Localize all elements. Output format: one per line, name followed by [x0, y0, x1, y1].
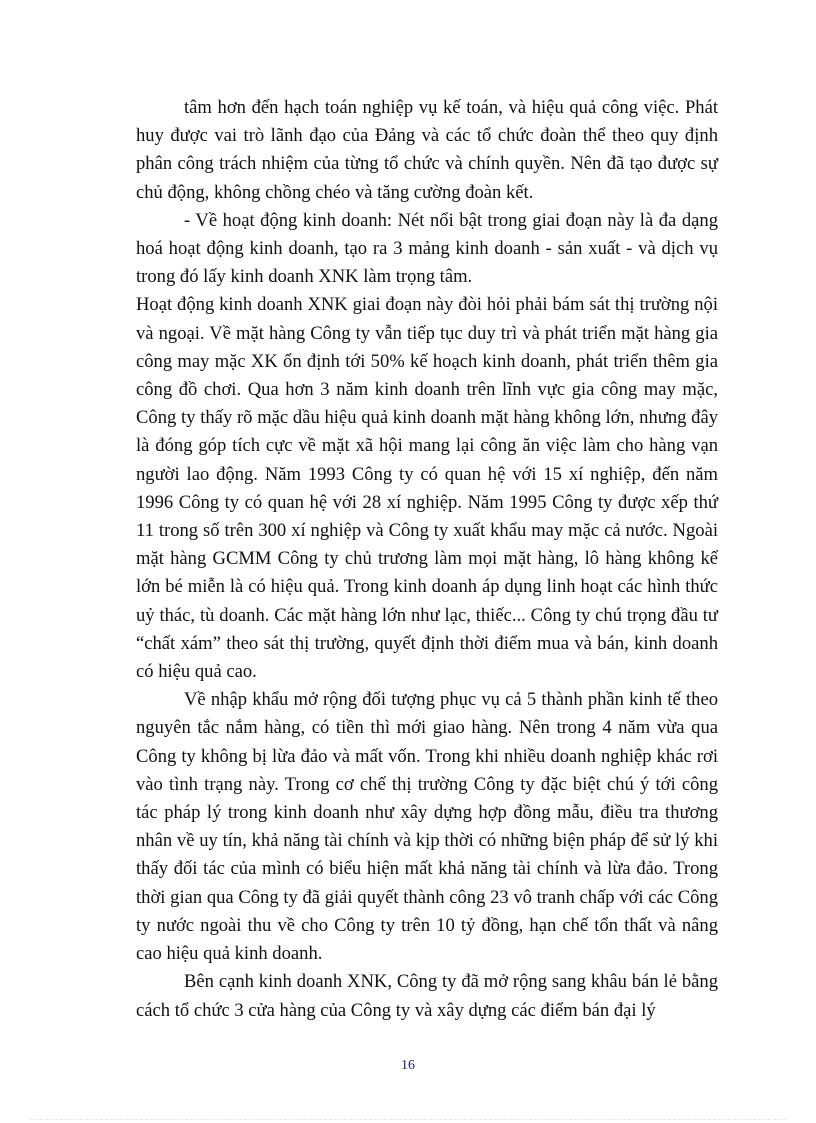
paragraph-imports: Về nhập khẩu mở rộng đối tượng phục vụ cả 5 thành phần kinh tế theo nguyên tắc nắm hàng, có tiền thì mới giao hàng. Nên trong 4 năm vừa qua Công ty không bị lừa đảo và mất vốn. Trong khi nhiều doanh nghiệp khác rơi vào tình trạng này. Trong cơ chế thị trường Công ty đặc biệt chú ý tới công tác pháp lý trong kinh doanh như xây dựng hợp đồng mẫu, điều tra thương nhân về uy tín, khả năng tài chính và kịp thời có những biện pháp để sử lý khi thấy đối tác của mình có biểu hiện mất khả năng tài chính và lừa đảo. Trong thời gian qua Công ty đã giải quyết thành công 23 vô tranh chấp với các Công ty nước ngoài thu về cho Công ty trên 10 tỷ đồng, hạn chế tổn thất và nâng cao hiệu quả kinh doanh. — [136, 689, 718, 965]
paragraph-xnk-operations: Hoạt động kinh doanh XNK giai đoạn này đòi hỏi phải bám sát thị trường nội và ngoại. Về mặt hàng Công ty vẫn tiếp tục duy trì và phát triển mặt hàng gia công may mặc XK ổn định tới 50% kế hoạch kinh doanh, phát triển thêm gia công đồ chơi. Qua hơn 3 năm kinh doanh trên lĩnh vực gia công may mặc, Công ty thấy rõ mặc dầu hiệu quả kinh doanh mặt hàng không lớn, nhưng đây là đóng góp tích cực về mặt xã hội mang lại công ăn việc làm cho hàng vạn người lao động. Năm 1993 Công ty có quan hệ với 15 xí nghiệp, đến năm 1996 Công ty có quan hệ với 28 xí nghiệp. Năm 1995 Công ty được xếp thứ 11 trong số trên 300 xí nghiệp và Công ty xuất khẩu may mặc cả nước. Ngoài mặt hàng GCMM Công ty chủ trương làm mọi mặt hàng, lô hàng không kể lớn bé miễn là có hiệu quả. Trong kinh doanh áp dụng linh hoạt các hình thức uỷ thác, tù doanh. Các mặt hàng lớn như lạc, thiếc... Công ty chú trọng đầu tư “chất xám” theo sát thị trường, quyết định thời điểm mua và bán, kinh doanh có hiệu quả cao. — [136, 294, 718, 683]
page-bottom-divider — [30, 1119, 786, 1120]
paragraph-management: tâm hơn đến hạch toán nghiệp vụ kế toán, và hiệu quả công việc. Phát huy được vai trò lãnh đạo của Đảng và các tổ chức đoàn thể theo quy định phân công trách nhiệm của từng tổ chức và chính quyền. Nên đã tạo được sự chủ động, không chồng chéo và tăng cường đoàn kết. — [136, 97, 718, 203]
paragraph-business-activities: - Về hoạt động kinh doanh: Nét nổi bật trong giai đoạn này là đa dạng hoá hoạt động kinh doanh, tạo ra 3 mảng kinh doanh - sản xuất - và dịch vụ trong đó lấy kinh doanh XNK làm trọng tâm. — [136, 209, 718, 288]
paragraph-retail: Bên cạnh kinh doanh XNK, Công ty đã mở rộng sang khâu bán lẻ bằng cách tổ chức 3 cửa hàng của Công ty và xây dựng các điểm bán đại lý — [136, 971, 718, 1021]
body-text — [136, 94, 718, 1025]
page-number: 16 — [401, 1058, 415, 1073]
